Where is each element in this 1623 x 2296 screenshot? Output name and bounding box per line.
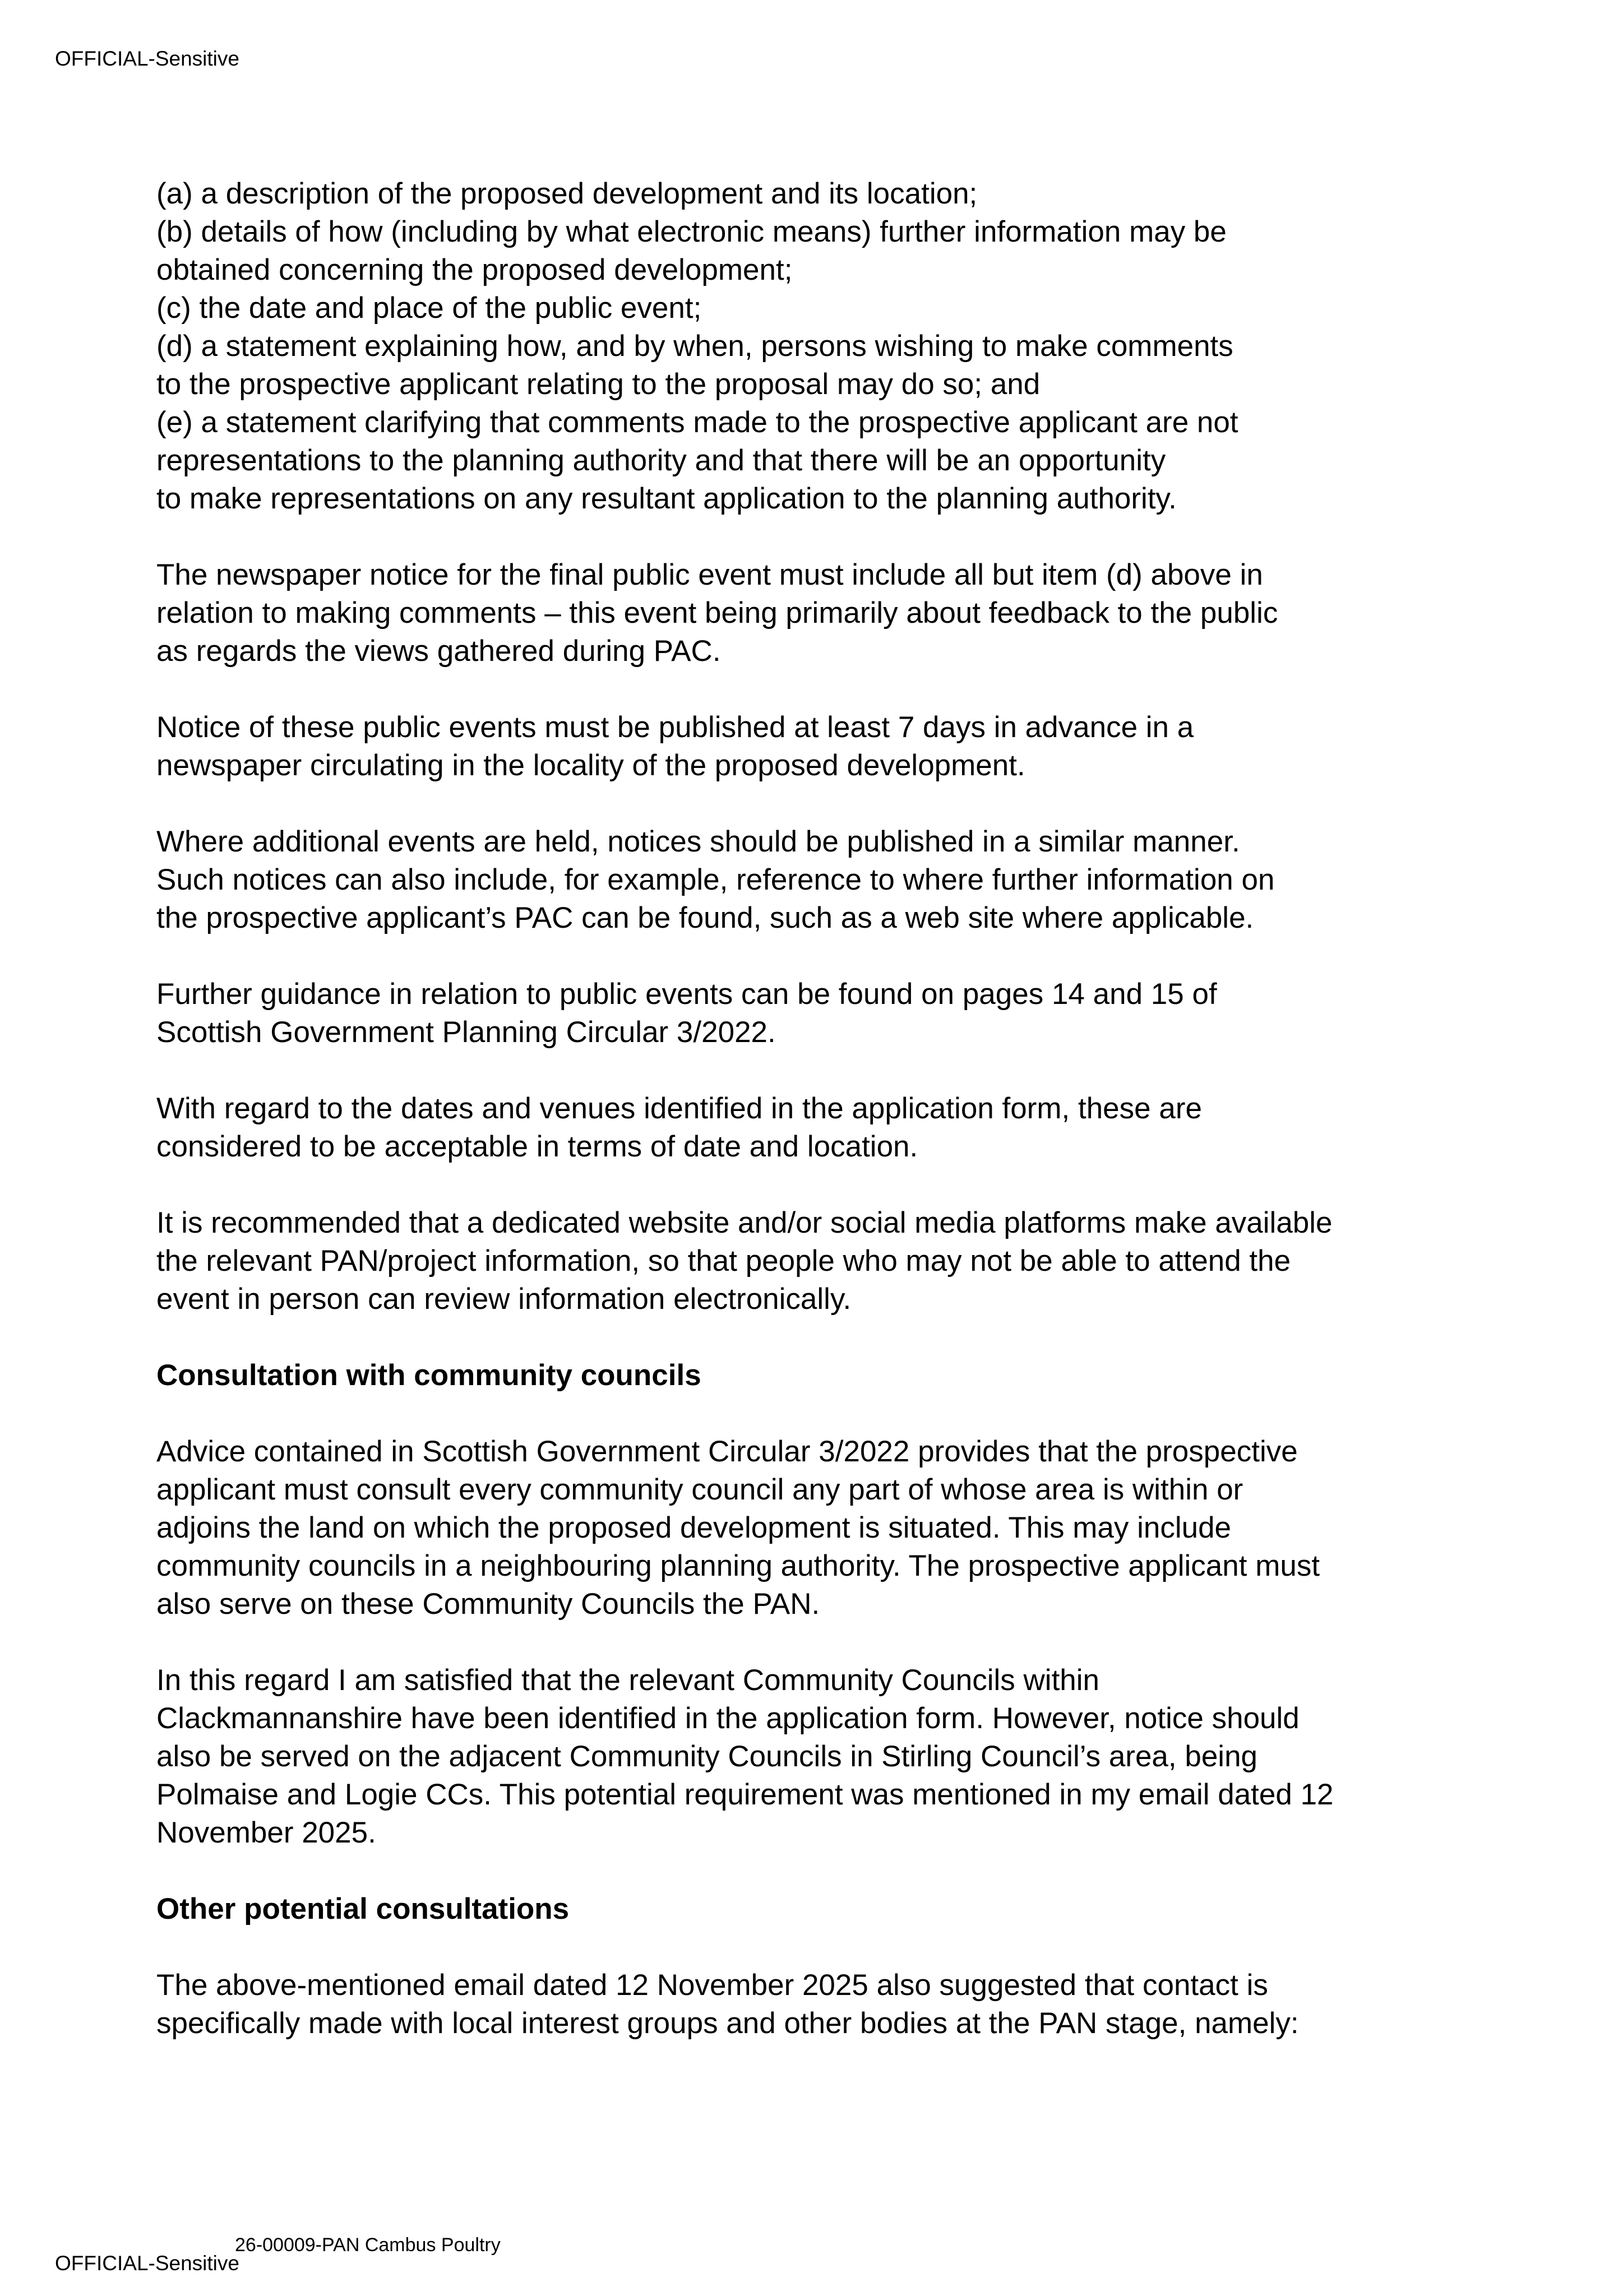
text-line: With regard to the dates and venues identified in the application form, these are [156,1092,1202,1125]
paragraph-spacer [156,1395,1592,1433]
text-line: The newspaper notice for the final public event must include all but item (d) above in [156,558,1263,591]
text-line: event in person can review information electronically. [156,1283,852,1316]
header-security-marking: OFFICIAL-Sensitive [55,47,239,70]
text-line: It is recommended that a dedicated website and/or social media platforms make available [156,1206,1333,1239]
paragraph [156,823,1592,937]
text-line: the prospective applicant’s PAC can be found, such as a web site where applicable. [156,901,1254,934]
paragraph [156,1661,1592,1852]
paragraph-spacer [156,1052,1592,1090]
text-line: (b) details of how (including by what electronic means) further information may be [156,215,1227,248]
paragraph [156,1433,1592,1623]
text-line: specifically made with local interest groups and other bodies at the PAN stage, namely: [156,2007,1299,2040]
paragraph-spacer [156,785,1592,823]
paragraph [156,975,1592,1052]
text-line: also serve on these Community Councils the PAN. [156,1587,820,1621]
text-line: Polmaise and Logie CCs. This potential requirement was mentioned in my email dated 12 [156,1778,1334,1811]
paragraph-spacer [156,1623,1592,1661]
paragraph-spacer [156,1318,1592,1357]
text-line: Such notices can also include, for example, reference to where further information on [156,863,1275,896]
text-line: Consultation with community councils [156,1359,701,1392]
text-line: representations to the planning authority and that there will be an opportunity [156,444,1166,477]
text-line: relation to making comments – this event being primarily about feedback to the public [156,596,1278,629]
text-line: considered to be acceptable in terms of date and location. [156,1130,918,1163]
text-line: obtained concerning the proposed development; [156,253,793,286]
text-line: to make representations on any resultant application to the planning authority. [156,482,1177,515]
paragraph-spacer [156,1852,1592,1890]
paragraph [156,1966,1592,2043]
text-line: Further guidance in relation to public events can be found on pages 14 and 15 of [156,978,1217,1011]
text-line: (e) a statement clarifying that comments made to the prospective applicant are not [156,406,1238,439]
paragraph [156,709,1592,785]
text-line: (c) the date and place of the public event; [156,291,702,325]
text-line: The above-mentioned email dated 12 November 2025 also suggested that contact is [156,1969,1268,2002]
text-line: Other potential consultations [156,1892,570,1925]
text-line: Scottish Government Planning Circular 3/2022. [156,1016,776,1049]
text-line: also be served on the adjacent Community Councils in Stirling Council’s area, being [156,1740,1258,1773]
footer-security-marking: OFFICIAL-Sensitive [55,2252,239,2275]
text-line: In this regard I am satisfied that the relevant Community Councils within [156,1664,1100,1697]
document-body [156,175,1592,2043]
text-line: Advice contained in Scottish Government Circular 3/2022 provides that the prospective [156,1435,1298,1468]
text-line: to the prospective applicant relating to the proposal may do so; and [156,368,1041,401]
paragraph-spacer [156,1166,1592,1204]
paragraph [156,175,1592,518]
text-line: adjoins the land on which the proposed development is situated. This may include [156,1511,1232,1544]
text-line: (a) a description of the proposed development and its location; [156,177,978,210]
footer-document-reference: 26-00009-PAN Cambus Poultry [235,2234,501,2256]
text-line: applicant must consult every community council any part of whose area is within or [156,1473,1243,1506]
section-heading [156,1890,1592,1928]
paragraph-spacer [156,518,1592,556]
text-line: Where additional events are held, notices should be published in a similar manner. [156,825,1240,858]
text-line: Clackmannanshire have been identified in the application form. However, notice should [156,1702,1300,1735]
paragraph-spacer [156,670,1592,709]
paragraph [156,1090,1592,1166]
text-line: (d) a statement explaining how, and by when, persons wishing to make comments [156,330,1233,363]
section-heading [156,1357,1592,1395]
paragraph-spacer [156,1928,1592,1966]
text-line: community councils in a neighbouring planning authority. The prospective applicant must [156,1549,1320,1582]
text-line: Notice of these public events must be published at least 7 days in advance in a [156,711,1194,744]
text-line: the relevant PAN/project information, so that people who may not be able to attend the [156,1244,1291,1277]
text-line: November 2025. [156,1816,376,1849]
text-line: as regards the views gathered during PAC. [156,635,721,668]
paragraph-spacer [156,937,1592,975]
text-line: newspaper circulating in the locality of the proposed development. [156,749,1025,782]
paragraph [156,556,1592,670]
paragraph [156,1204,1592,1318]
